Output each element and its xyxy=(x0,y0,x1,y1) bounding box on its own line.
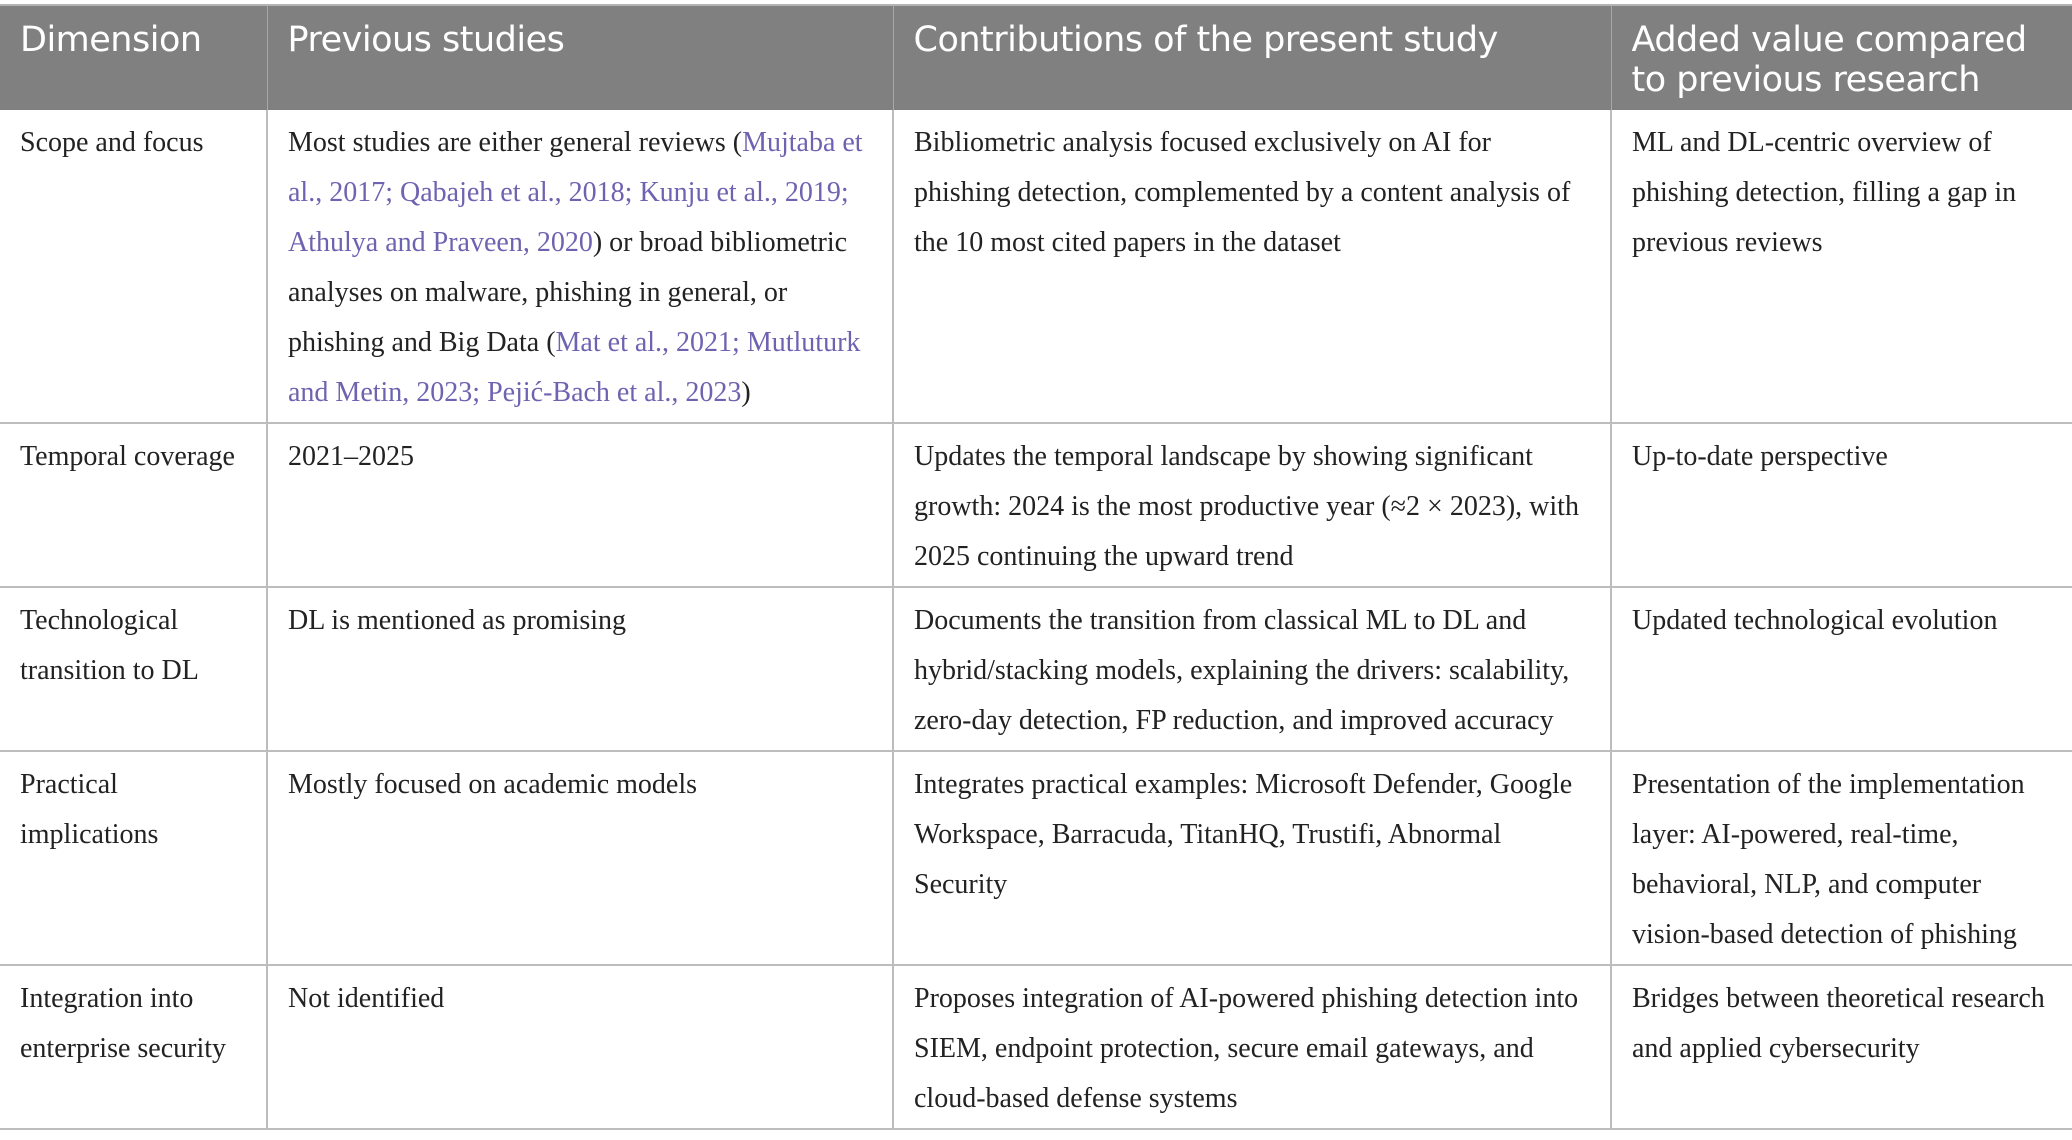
cell-previous-studies xyxy=(267,110,893,423)
cell-contribution: Proposes integration of AI-powered phishing detection into SIEM, endpoint protection, secure email gateways, and cloud-based defense systems xyxy=(893,965,1611,1129)
cell-contribution: Documents the transition from classical ML to DL and hybrid/stacking models, explaining the drivers: scalability, zero-day detection, FP reduction, and improved accuracy xyxy=(893,587,1611,751)
cell-contribution: Updates the temporal landscape by showing significant growth: 2024 is the most productive year (≈2 × 2023), with 2025 continuing the upward trend xyxy=(893,423,1611,587)
cell-previous-studies: Mostly focused on academic models xyxy=(267,751,893,965)
cell-dimension: Temporal coverage xyxy=(0,423,267,587)
comparison-table xyxy=(0,4,2072,1130)
cell-added-value: Updated technological evolution xyxy=(1611,587,2072,751)
cell-dimension: Integration into enterprise security xyxy=(0,965,267,1129)
table-row xyxy=(0,587,2072,751)
header-previous-studies: Previous studies xyxy=(267,5,893,110)
cell-added-value: Presentation of the implementation layer: AI-powered, real-time, behavioral, NLP, and computer vision-based detection of phishing xyxy=(1611,751,2072,965)
cell-contribution: Bibliometric analysis focused exclusively on AI for phishing detection, complemented by a content analysis of the 10 most cited papers in the dataset xyxy=(893,110,1611,423)
cell-added-value: Up-to-date perspective xyxy=(1611,423,2072,587)
text: Most studies are either general reviews ( xyxy=(288,127,743,158)
table-row xyxy=(0,110,2072,423)
citation-link[interactable]: Mat et al., 2021; Mutluturk and Metin, 2023; Pejić-Bach et al., 2023 xyxy=(288,327,861,408)
citation-link[interactable]: Mujtaba et al., 2017; Qabajeh et al., 2018; Kunju et al., 2019; Athulya and Praveen, 2020 xyxy=(288,127,863,258)
header-contributions: Contributions of the present study xyxy=(893,5,1611,110)
header-dimension: Dimension xyxy=(0,5,267,110)
table-row xyxy=(0,423,2072,587)
cell-dimension: Practical implications xyxy=(0,751,267,965)
table-header xyxy=(0,5,2072,110)
cell-contribution: Integrates practical examples: Microsoft Defender, Google Workspace, Barracuda, TitanHQ, Trustifi, Abnormal Security xyxy=(893,751,1611,965)
header-added-value: Added value compared to previous research xyxy=(1611,5,2072,110)
cell-added-value: ML and DL-centric overview of phishing detection, filling a gap in previous reviews xyxy=(1611,110,2072,423)
cell-added-value: Bridges between theoretical research and applied cybersecurity xyxy=(1611,965,2072,1129)
cell-dimension: Technological transition to DL xyxy=(0,587,267,751)
header-row xyxy=(0,5,2072,110)
text: ) xyxy=(741,377,751,408)
table-row xyxy=(0,965,2072,1129)
cell-previous-studies: DL is mentioned as promising xyxy=(267,587,893,751)
cell-dimension: Scope and focus xyxy=(0,110,267,423)
table-body xyxy=(0,110,2072,1129)
cell-previous-studies: 2021–2025 xyxy=(267,423,893,587)
text: ) or broad bibliometric analyses on malware, phishing in general, or phishing and Big Data ( xyxy=(288,227,848,358)
table-row xyxy=(0,751,2072,965)
cell-previous-studies: Not identified xyxy=(267,965,893,1129)
